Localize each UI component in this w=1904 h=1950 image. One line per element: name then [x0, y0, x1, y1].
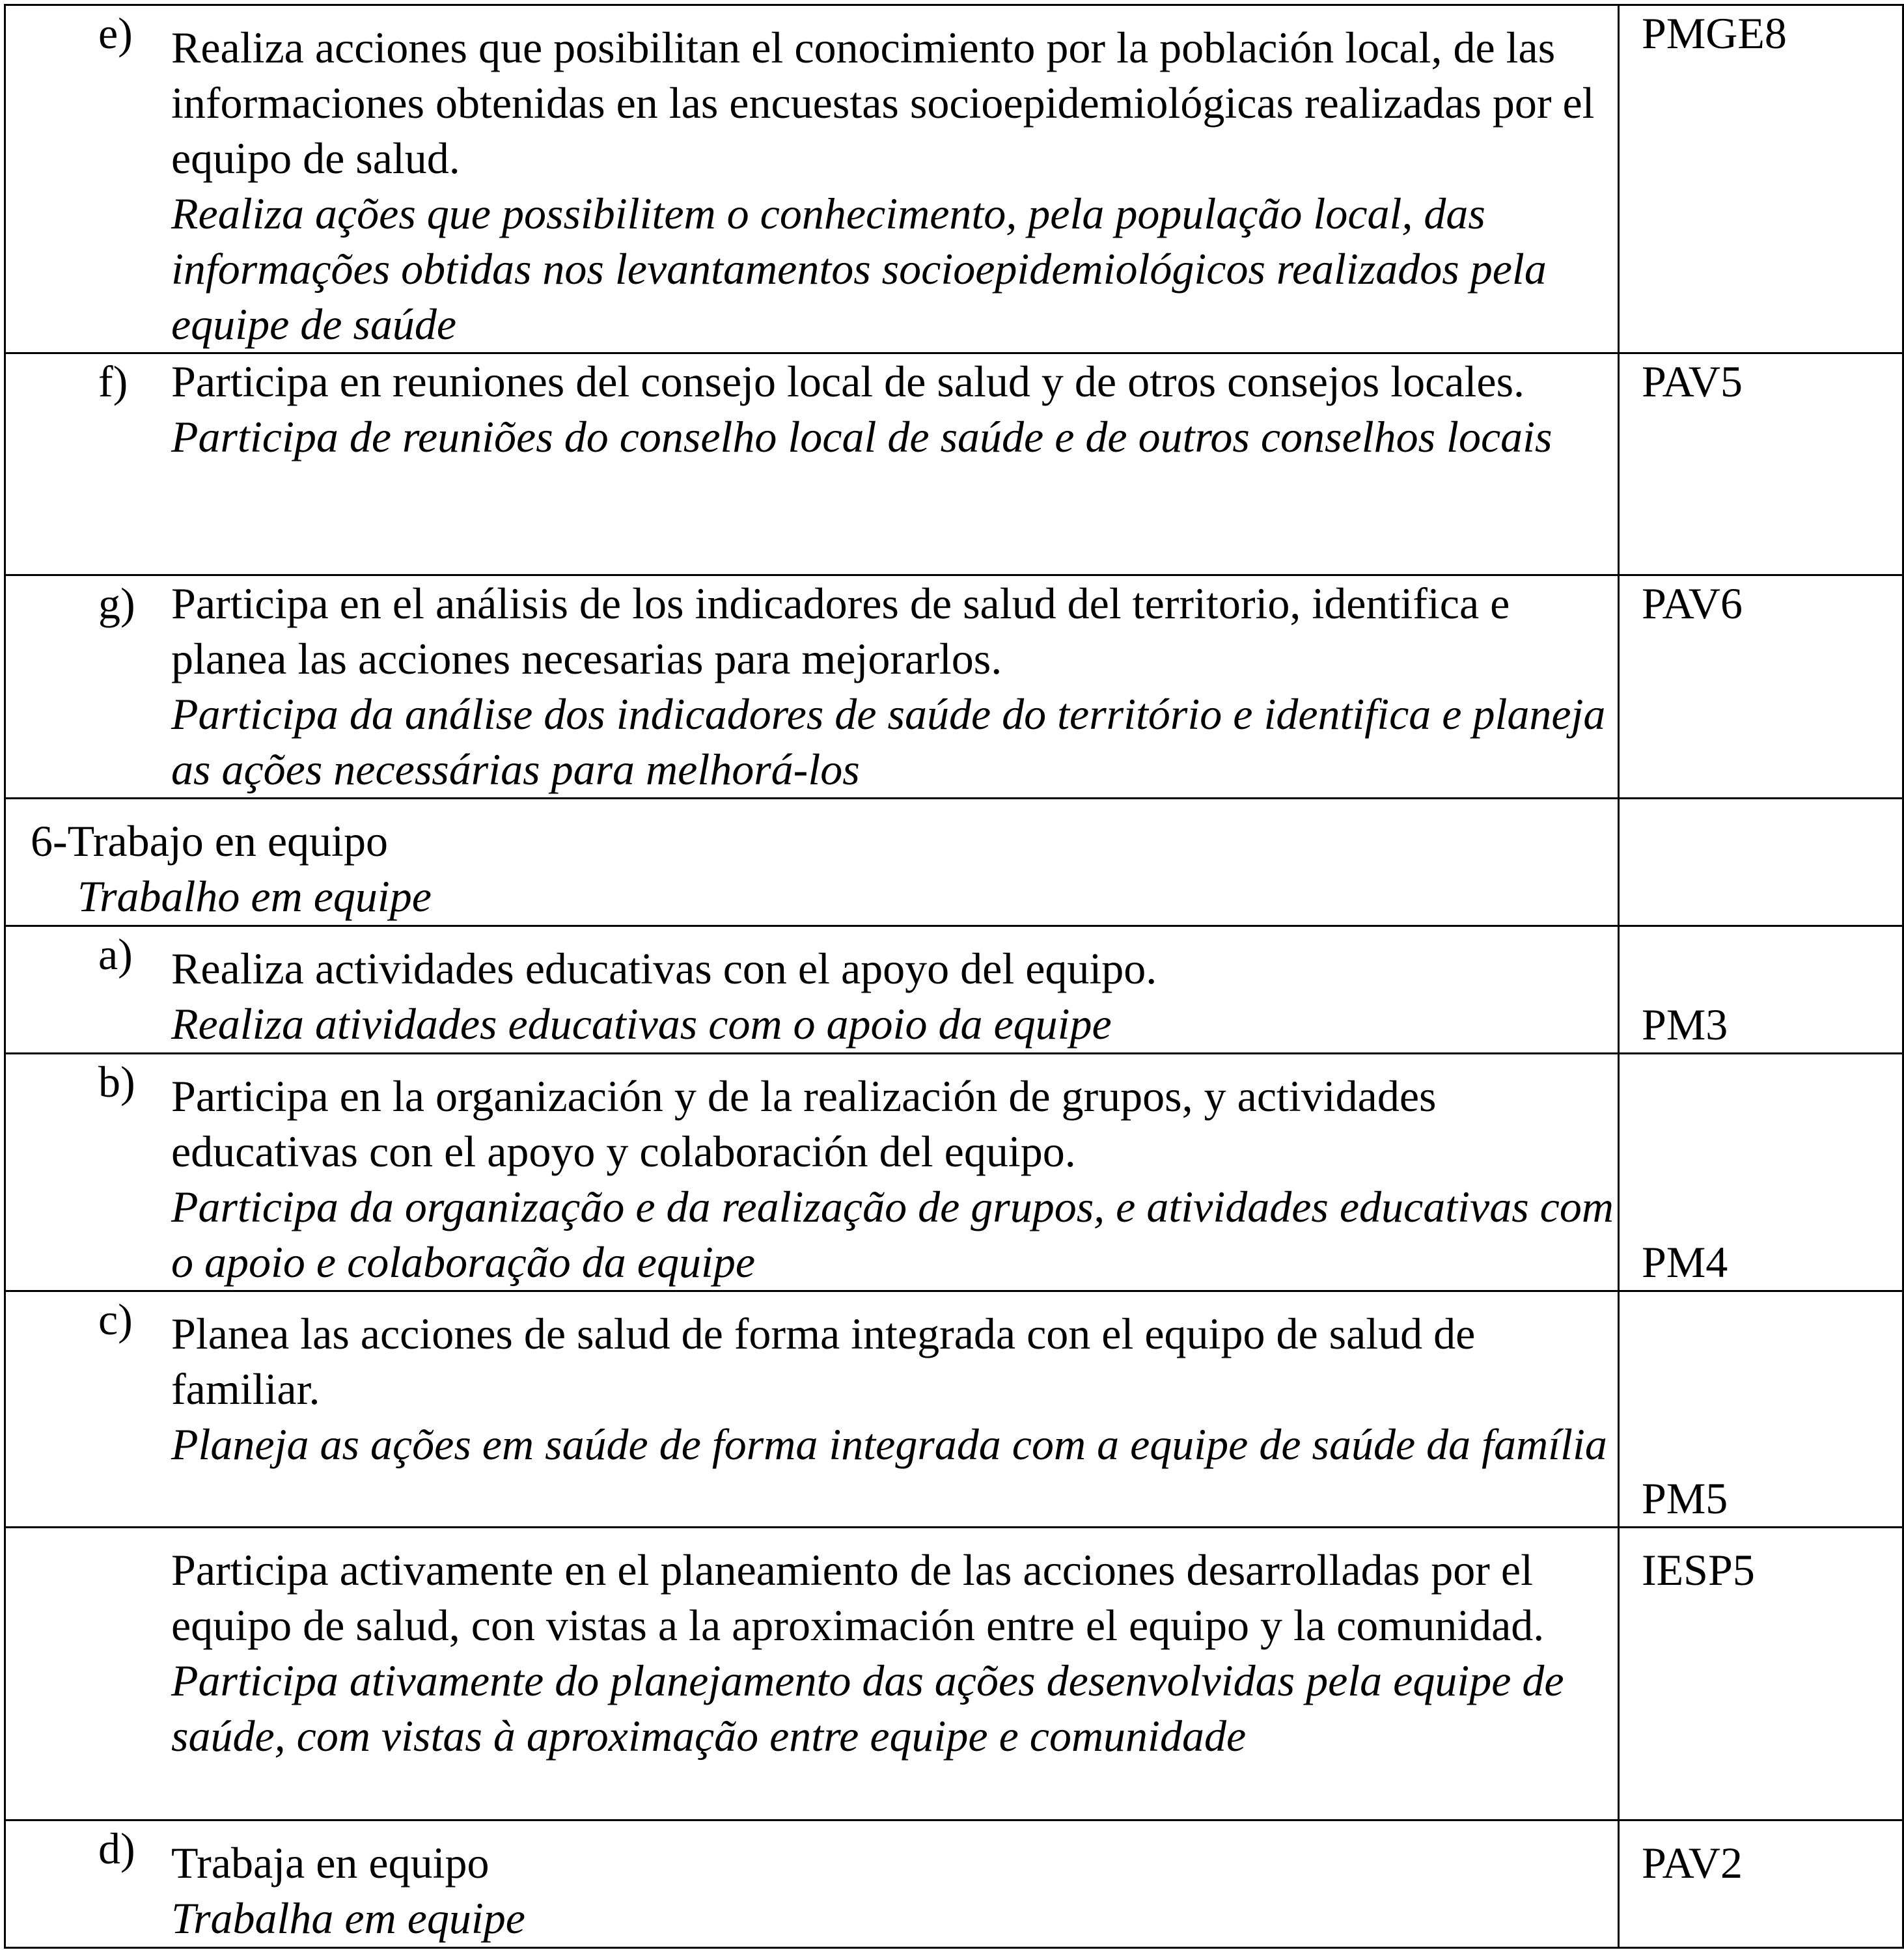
- section-cell: [5, 799, 1619, 926]
- list-item: [6, 1292, 1618, 1472]
- description-cell: [5, 353, 1619, 575]
- code-cell: PAV5: [1619, 353, 1903, 575]
- list-item: [6, 1821, 1618, 1946]
- portuguese-text: Participa ativamente do planejamento das ações desenvolvidas pela equipe de saúde, com vistas à aproximação entre equipe e comunidade: [171, 1656, 1564, 1761]
- section-title-pt: Trabalho em equipe: [77, 872, 432, 921]
- code-cell: PMGE8: [1619, 5, 1903, 353]
- item-marker: e): [98, 8, 133, 58]
- spanish-text: Participa en reuniones del consejo local de salud y de otros consejos locales.: [171, 357, 1525, 406]
- table-row: [5, 1820, 1903, 1948]
- table-row: [5, 5, 1903, 353]
- spanish-text: Realiza acciones que posibilitan el conocimiento por la población local, de las informaciones obtenidas en las encuestas socioepidemiológicas realizadas por el equipo de salud.: [171, 23, 1595, 183]
- list-item: [6, 576, 1618, 797]
- portuguese-text: Realiza ações que possibilitem o conhecimento, pela população local, das informações obtidas nos levantamentos socioepidemiológicos realizados pela equipe de saúde: [171, 189, 1547, 349]
- item-marker: a): [98, 929, 133, 979]
- description-cell: [5, 1291, 1619, 1528]
- section-heading: [6, 799, 1618, 924]
- code-cell: IESP5: [1619, 1528, 1903, 1820]
- spanish-text: Participa en el análisis de los indicadores de salud del territorio, identifica e planea las acciones necesarias para mejorarlos.: [171, 579, 1510, 683]
- table-row: [5, 575, 1903, 799]
- table-row: [5, 1291, 1903, 1528]
- description-cell: [5, 1054, 1619, 1291]
- code-cell: PM3: [1619, 926, 1903, 1054]
- code-cell: PM5: [1619, 1291, 1903, 1528]
- list-item: [6, 927, 1618, 1052]
- portuguese-text: Participa da organização e da realização de grupos, e atividades educativas com o apoio e colaboração da equipe: [171, 1182, 1614, 1287]
- item-marker: g): [98, 579, 135, 628]
- portuguese-text: Participa da análise dos indicadores de saúde do território e identifica e planeja as ações necessárias para melhorá-los: [171, 689, 1606, 794]
- code-cell: PAV2: [1619, 1820, 1903, 1948]
- portuguese-text: Realiza atividades educativas com o apoio da equipe: [171, 999, 1112, 1049]
- description-cell: [5, 1528, 1619, 1820]
- spanish-text: Trabaja en equipo: [171, 1838, 490, 1888]
- description-cell: [5, 1820, 1619, 1948]
- spanish-text: Participa en la organización y de la realización de grupos, y actividades educativas con el apoyo y colaboración del equipo.: [171, 1071, 1437, 1176]
- list-item: [6, 1054, 1618, 1290]
- description-cell: [5, 5, 1619, 353]
- item-marker: b): [98, 1057, 135, 1106]
- section-row: [5, 799, 1903, 926]
- item-marker: c): [98, 1295, 133, 1344]
- table-row: [5, 1054, 1903, 1291]
- portuguese-text: Planeja as ações em saúde de forma integrada com a equipe de saúde da família: [171, 1420, 1607, 1469]
- portuguese-text: Trabalha em equipe: [171, 1893, 525, 1943]
- description-cell: [5, 575, 1619, 799]
- section-title-es: 6-Trabajo en equipo: [31, 816, 388, 866]
- competency-table: [4, 4, 1904, 1949]
- spanish-text: Planea las acciones de salud de forma integrada con el equipo de salud de familiar.: [171, 1309, 1476, 1414]
- spanish-text: Realiza actividades educativas con el apoyo del equipo.: [171, 944, 1157, 993]
- list-item: [6, 6, 1618, 352]
- spanish-text: Participa activamente en el planeamiento de las acciones desarrolladas por el equipo de salud, con vistas a la aproximación entre el equipo y la comunidad.: [171, 1545, 1545, 1650]
- item-marker: f): [98, 357, 128, 406]
- code-cell: PM4: [1619, 1054, 1903, 1291]
- code-cell: [1619, 799, 1903, 926]
- description-cell: [5, 926, 1619, 1054]
- list-item: [6, 1528, 1618, 1764]
- code-cell: PAV6: [1619, 575, 1903, 799]
- item-marker: d): [98, 1824, 135, 1873]
- table-row: [5, 1528, 1903, 1820]
- table-row: [5, 926, 1903, 1054]
- portuguese-text: Participa de reuniões do conselho local de saúde e de outros conselhos locais: [171, 412, 1552, 461]
- table-row: [5, 353, 1903, 575]
- list-item: [6, 354, 1618, 465]
